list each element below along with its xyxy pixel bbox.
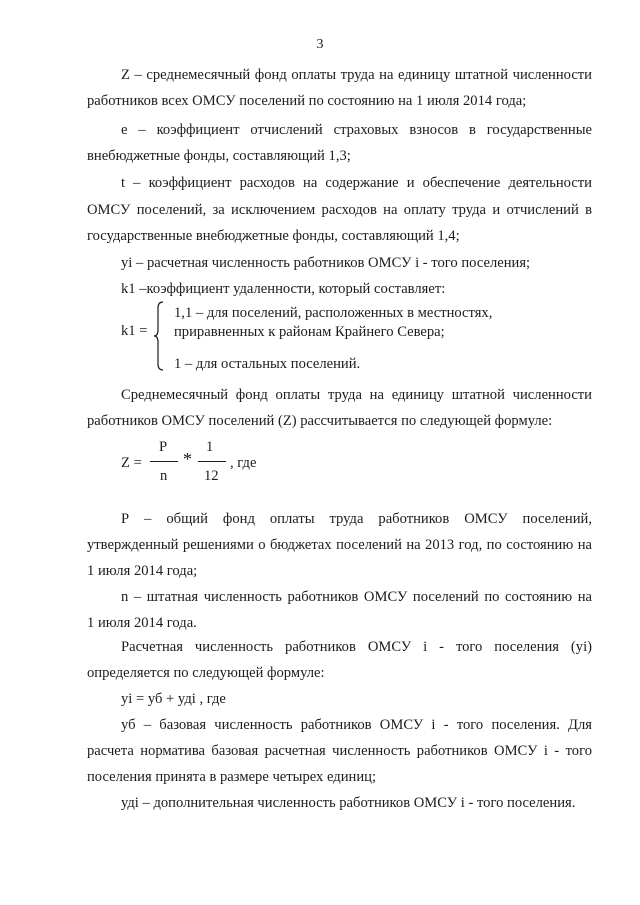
case-line: 1,1 – для поселений, расположенных в местностях,: [174, 305, 493, 321]
text-line: 1 июля 2014 года;: [87, 563, 198, 579]
page-number: 3: [316, 37, 324, 52]
text-line: государственные внебюджетные фонды, составляющий 1,4;: [87, 228, 460, 244]
text-line: внебюджетные фонды, составляющий 1,3;: [87, 148, 351, 164]
text-line: Среднемесячный фонд оплаты труда на единицу штатной численности: [121, 387, 592, 403]
text-line: 1 июля 2014 года.: [87, 615, 197, 631]
curly-brace: [153, 300, 165, 372]
fraction-numerator: P: [159, 439, 168, 455]
text-line: n – штатная численность работников ОМСУ поселений по состоянию на: [121, 589, 592, 605]
fraction-denominator: n: [160, 468, 168, 484]
formula-lhs: k1 =: [121, 323, 148, 339]
text-line: уб – базовая численность работников ОМСУ i - того поселения. Для: [121, 717, 592, 733]
text-line: поселения принята в размере четырех единиц;: [87, 769, 377, 785]
text-line: Расчетная численность работников ОМСУ i - того поселения (уi): [121, 639, 592, 655]
definition-k1: k1 –коэффициент удаленности, который составляет:: [121, 281, 446, 297]
case-line: приравненных к районам Крайнего Севера;: [174, 324, 445, 340]
fraction-bar: [150, 461, 178, 462]
fraction-bar: [198, 461, 226, 462]
text-line: работников ОМСУ поселений (Z) рассчитывается по следующей формуле:: [87, 413, 553, 429]
definition-ydi: удi – дополнительная численность работников ОМСУ i - того поселения.: [121, 795, 576, 811]
formula-lhs: Z =: [121, 455, 142, 471]
text-line: расчета норматива базовая расчетная численность работников ОМСУ i - того: [87, 743, 592, 759]
fraction-denominator: 12: [204, 468, 219, 484]
text-line: Р – общий фонд оплаты труда работников ОМСУ поселений,: [121, 511, 592, 527]
text-line: утвержденный решениями о бюджетах поселений на 2013 год, по состоянию на: [87, 537, 592, 553]
text-line: определяется по следующей формуле:: [87, 665, 325, 681]
multiply-operator: *: [183, 449, 192, 469]
text-line: Z – среднемесячный фонд оплаты труда на единицу штатной численности: [121, 67, 592, 83]
text-line: ОМСУ поселений, за исключением расходов на оплату труда и отчислений в: [87, 202, 592, 218]
case-line: 1 – для остальных поселений.: [174, 356, 361, 372]
definition-yi: уi – расчетная численность работников ОМСУ i - того поселения;: [121, 255, 531, 271]
fraction-numerator: 1: [206, 439, 214, 455]
text-line: t – коэффициент расходов на содержание и обеспечение деятельности: [121, 175, 592, 191]
formula-tail: , где: [230, 455, 257, 471]
text-line: е – коэффициент отчислений страховых взносов в государственные: [121, 122, 592, 138]
text-line: работников всех ОМСУ поселений по состоянию на 1 июля 2014 года;: [87, 93, 527, 109]
yi-formula: уi = уб + удi , где: [121, 691, 226, 707]
